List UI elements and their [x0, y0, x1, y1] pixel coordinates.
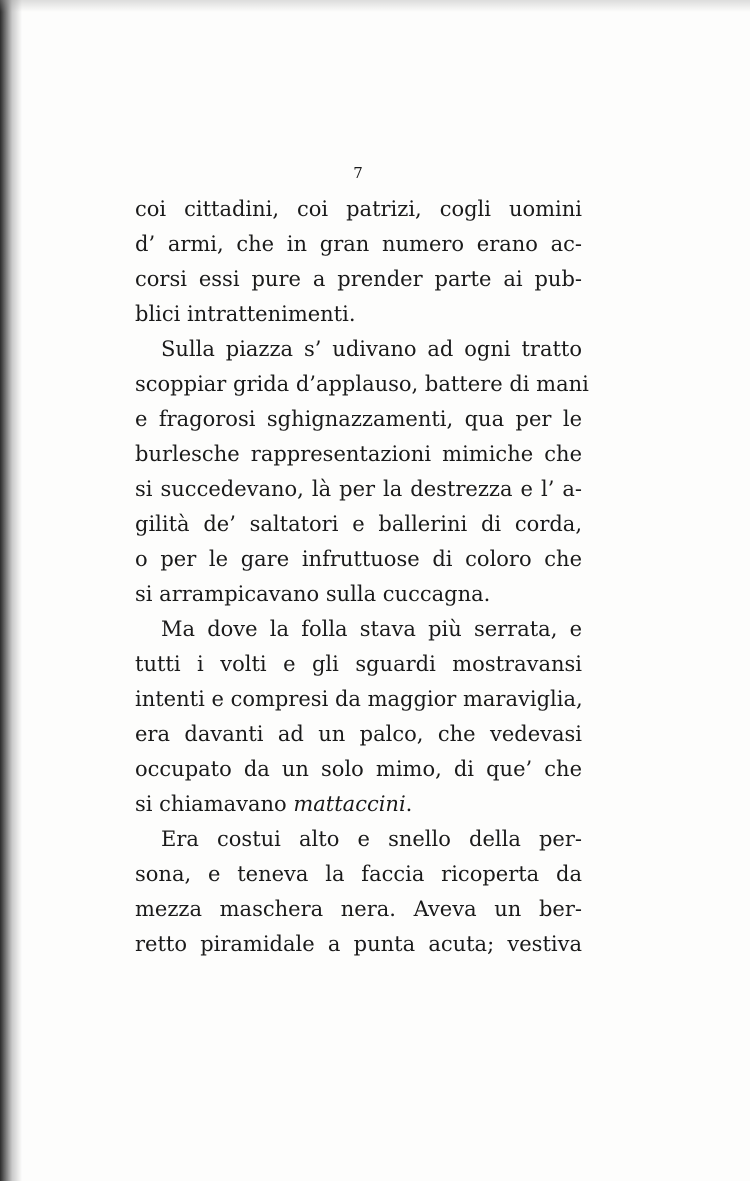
text-line: si arrampicavano sulla cuccagna.	[135, 582, 491, 606]
text-fragment: si chiamavano	[135, 792, 294, 816]
text-line: d’ armi, che in gran numero erano ac-	[135, 232, 582, 256]
italic-term: mattaccini	[293, 792, 406, 816]
text-line: occupato da un solo mimo, di que’ che	[135, 757, 582, 781]
text-fragment: .	[405, 792, 413, 816]
page-number: 7	[353, 164, 363, 182]
text-line: e fragorosi sghignazzamenti, qua per le	[135, 407, 582, 431]
binding-shadow	[0, 0, 22, 1181]
text-line: si succedevano, là per la destrezza e l’ a-	[135, 477, 582, 501]
text-line: intenti e compresi da maggior maraviglia,	[135, 687, 583, 711]
top-edge-shade	[0, 0, 750, 12]
text-line: tutti i volti e gli sguardi mostravansi	[135, 652, 582, 676]
text-line: corsi essi pure a prender parte ai pub-	[135, 267, 582, 291]
text-line: mezza maschera nera. Aveva un ber-	[135, 897, 582, 921]
text-line: o per le gare infruttuose di coloro che	[135, 547, 582, 571]
text-line: gilità de’ saltatori e ballerini di corda,	[135, 512, 582, 536]
text-line: Era costui alto e snello della per-	[161, 827, 582, 851]
text-line	[135, 787, 582, 822]
body-text	[135, 192, 589, 962]
text-line: sona, e teneva la faccia ricoperta da	[135, 862, 582, 886]
text-line: burlesche rappresentazioni mimiche che	[135, 442, 582, 466]
text-line: retto piramidale a punta acuta; vestiva	[135, 932, 582, 956]
text-line: Ma dove la folla stava più serrata, e	[161, 617, 582, 641]
text-line: coi cittadini, coi patrizi, cogli uomini	[135, 197, 582, 221]
text-line: era davanti ad un palco, che vedevasi	[135, 722, 582, 746]
text-line: scoppiar grida d’applauso, battere di mani	[135, 372, 589, 396]
text-line: Sulla piazza s’ udivano ad ogni tratto	[161, 337, 582, 361]
text-line: blici intrattenimenti.	[135, 302, 356, 326]
